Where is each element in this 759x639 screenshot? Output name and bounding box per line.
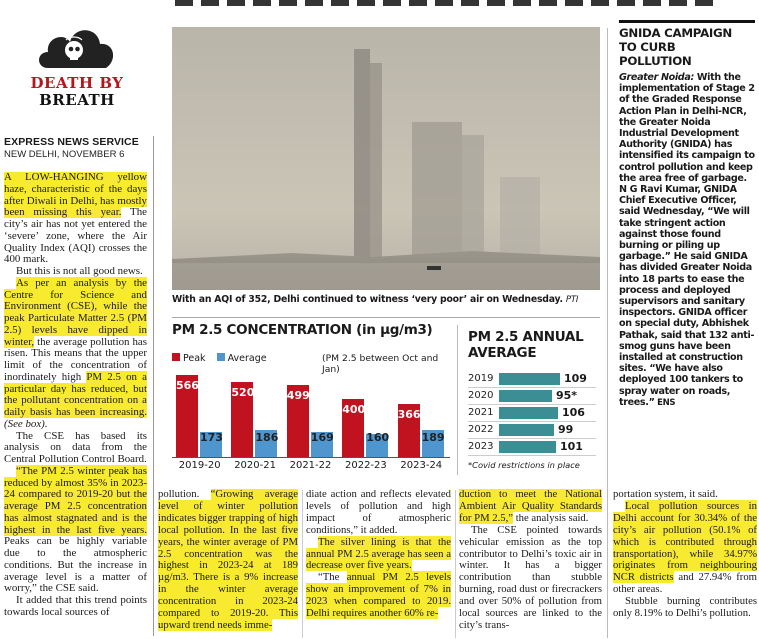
annual-value-label-2023: 101 [560,440,583,453]
col3-highlight: The silver lining is that the annual PM 2.5 average has seen a decrease over five years. [306,535,451,572]
annual-bar-2023 [499,441,556,453]
photo-credit: PTI [565,295,579,305]
annual-avg-chart [466,328,600,478]
peak-avg-chart [172,322,450,477]
peak-value-label-2023-24: 366 [397,408,421,421]
peak-value-label-2021-22: 499 [286,389,310,402]
col1-p5-highlight: “The PM 2.5 winter peak has reduced by almost 35% in 2023-24 compared to 2019-20 but the average PM 2.5 concentration has almost stagnated and is the highest in the last five years. [4,464,147,536]
chart1-title: PM 2.5 CONCENTRATION (in µg/m3) [172,322,433,338]
article-column-3 [306,489,451,639]
annual-bar-2022 [499,424,554,436]
article-column-5 [613,489,757,639]
byline-agency: EXPRESS NEWS SERVICE [4,136,139,148]
sidebar-body [619,72,755,409]
col4-p2: The CSE pointed towards vehicular emission as the top contributor to Delhi’s toxic air in winter. It has a bigger contribution than stubble burning, road dust or firecrackers and over 50% of pollution from local sources are linked to the city’s trans- [459,523,602,631]
annual-value-label-2022: 99 [558,423,574,436]
chart1-legend [172,353,267,364]
logo [12,18,142,118]
annual-value-label-2021: 106 [562,406,585,419]
legend-average-label: Average [227,353,267,364]
x-tick-label-2022-23: 2022-23 [344,460,387,471]
chart1-baseline [172,457,450,458]
col1-p3-highlight: As per an analysis by the Centre for Science and Environment (CSE), while the peak Particulate Matter 2.5 (PM 2.5) levels have dipped in winter, [4,276,147,348]
peak-value-label-2020-21: 520 [231,386,255,399]
col3-highlight-2: annual PM 2.5 levels show an improvement of 7% in 2023 when compared to 2019. Delhi requires another 60% re- [306,571,451,620]
col1-p3-end: (See box). [4,417,48,430]
annual-row-rule [468,404,596,405]
column-divider [153,136,154,636]
col3-p1: diate action and reflects elevated levels of pollution and high impact of atmospheric conditions,” it added. [306,489,451,536]
annual-bar-2020 [499,390,552,402]
chart1-x-axis [174,460,450,474]
caption-rule [172,317,600,318]
year-label-2021: 2021 [468,407,494,418]
annual-bar-2021 [499,407,558,419]
article-column-1 [4,172,147,639]
annual-value-label-2020: 95* [556,389,578,402]
col1-p5-rest: Peaks can be highly variable due to the atmospheric conditions. But the increase in average level is a matter of worry,” the CSE said. [4,535,147,595]
chart1-plot [174,370,450,457]
col1-p2: But this is not all good news. [16,265,143,277]
col5-rest: and 27.94% from other areas. [613,571,757,596]
peak-value-label-2019-20: 566 [176,379,199,392]
chart2-note: *Covid restrictions in place [468,460,580,470]
col2-highlight: “Growing average level of winter pollution indicates bigger trapping of high local pollution. In the last five years, the winter average of PM 2.5 concentration was the highest in 2023-24 at 189 µg/m3. There is a 9% increase in the winter average concentration in 2023-24 compared to 2019-20. This upward trend needs imme- [158,489,298,631]
annual-row-rule [468,387,596,388]
year-label-2019: 2019 [468,373,494,384]
x-tick-label-2019-20: 2019-20 [178,460,221,471]
peak-value-label-2022-23: 400 [342,403,366,416]
chart2-title: PM 2.5 ANNUAL AVERAGE [468,329,584,361]
sidebar-title: GNIDA CAMPAIGN TO CURB POLLUTION [619,26,732,68]
year-label-2020: 2020 [468,390,494,401]
average-value-label-2019-20: 173 [200,431,223,444]
col1-p4: The CSE has based its analysis on data from the Central Pollution Control Board. [4,429,147,465]
col1-p3-highlight-2: PM 2.5 on a particular day has reduced, but the pollutant concentration on a daily basis has been increasing. [4,370,147,418]
annual-row-rule [468,421,596,422]
photo-caption [172,294,602,305]
average-value-label-2022-23: 160 [366,431,390,444]
x-tick-label-2023-24: 2023-24 [400,460,443,471]
hazy-skyline-image [172,27,600,290]
headline-fragment [0,0,759,16]
col5-p3: Stubble burning contributes only 8.19% to Delhi’s pollution. [613,595,757,620]
average-value-label-2021-22: 169 [310,431,334,444]
sidebar-body-text: With the implementation of Stage 2 of the Graded Response Action Plan in Delhi-NCR, the Greater Noida Industrial Development Authority (GNIDA) has intensified its campaign to control pollution and keep the area free of garbage. N G Ravi Kumar, GNIDA Chief Executive Officer, said Wednesday, “We will take stringent action against those found burning or piling up garbage.” He said GNIDA has divided Greater Noida into 18 parts to ease the process and deployed supervisors and sanitary inspectors. GNIDA officer on special duty, Abhishek Pathak, said that 132 anti-smog guns have been installed at construction sites. “We have also deployed 100 tankers to spray water on roads, trees.” [619,72,755,408]
cloud-skull-icon [34,20,120,76]
annual-bar-2019 [499,373,560,385]
col5-p1: portation system, it said. [613,489,718,500]
logo-line1: DEATH BY [30,74,124,92]
annual-row-rule [468,455,596,456]
chart-divider [457,325,458,475]
chart2-plot [468,372,598,457]
article-column-4 [459,489,602,639]
col3-quote-open: “The [318,571,347,584]
gnida-sidebar [619,20,755,478]
average-value-label-2020-21: 186 [255,431,279,444]
col5-highlight: Local pollution sources in Delhi account for 30.34% of the city’s air pollution (50.1% of which is contributed through transportation), while 34.97% originates from neighbouring NCR districts [613,499,757,584]
sidebar-tag: ENS [654,397,676,408]
col1-p1-rest: The city’s air has not yet entered the ‘severe’ zone, where the Air Quality Index (AQI) crosses the 400 mark. [4,206,147,266]
byline [4,136,152,160]
column-divider-3 [455,490,456,638]
news-photo [172,27,600,290]
logo-line2: BREATH [39,91,115,109]
column-divider-2 [302,490,303,638]
legend-peak-swatch [172,353,180,361]
photo-caption-text: With an AQI of 352, Delhi continued to witness ‘very poor’ air on Wednesday. [172,294,563,305]
average-value-label-2023-24: 189 [421,431,445,444]
annual-row-rule [468,438,596,439]
col4-rest: the analysis said. [513,511,589,524]
col1-p1-highlight: A LOW-HANGING yellow haze, characteristic of the days after Diwali in Delhi, has mostly been missing this year. [4,172,147,219]
col2-text: pollution. [158,489,211,500]
column-divider-4 [607,28,608,638]
legend-peak-label: Peak [183,353,206,364]
year-label-2023: 2023 [468,441,494,452]
article-column-2 [158,489,298,639]
col1-p3-mid: the average pollution has risen. This means that the upper limit of the concentration of inordinately high [4,335,147,383]
legend-average-swatch [217,353,225,361]
chart1-subtitle: (PM 2.5 between Oct and Jan) [322,353,439,375]
year-label-2022: 2022 [468,424,494,435]
x-tick-label-2021-22: 2021-22 [289,460,332,471]
annual-value-label-2019: 109 [564,372,587,385]
sidebar-lead: Greater Noida: [619,72,694,83]
col4-highlight: duction to meet the National Ambient Air Quality Standards for PM 2.5,” [459,489,602,524]
x-tick-label-2020-21: 2020-21 [234,460,276,471]
col1-p6: It added that this trend points towards local sources of [4,594,147,618]
byline-dateline: NEW DELHI, NOVEMBER 6 [4,149,125,160]
